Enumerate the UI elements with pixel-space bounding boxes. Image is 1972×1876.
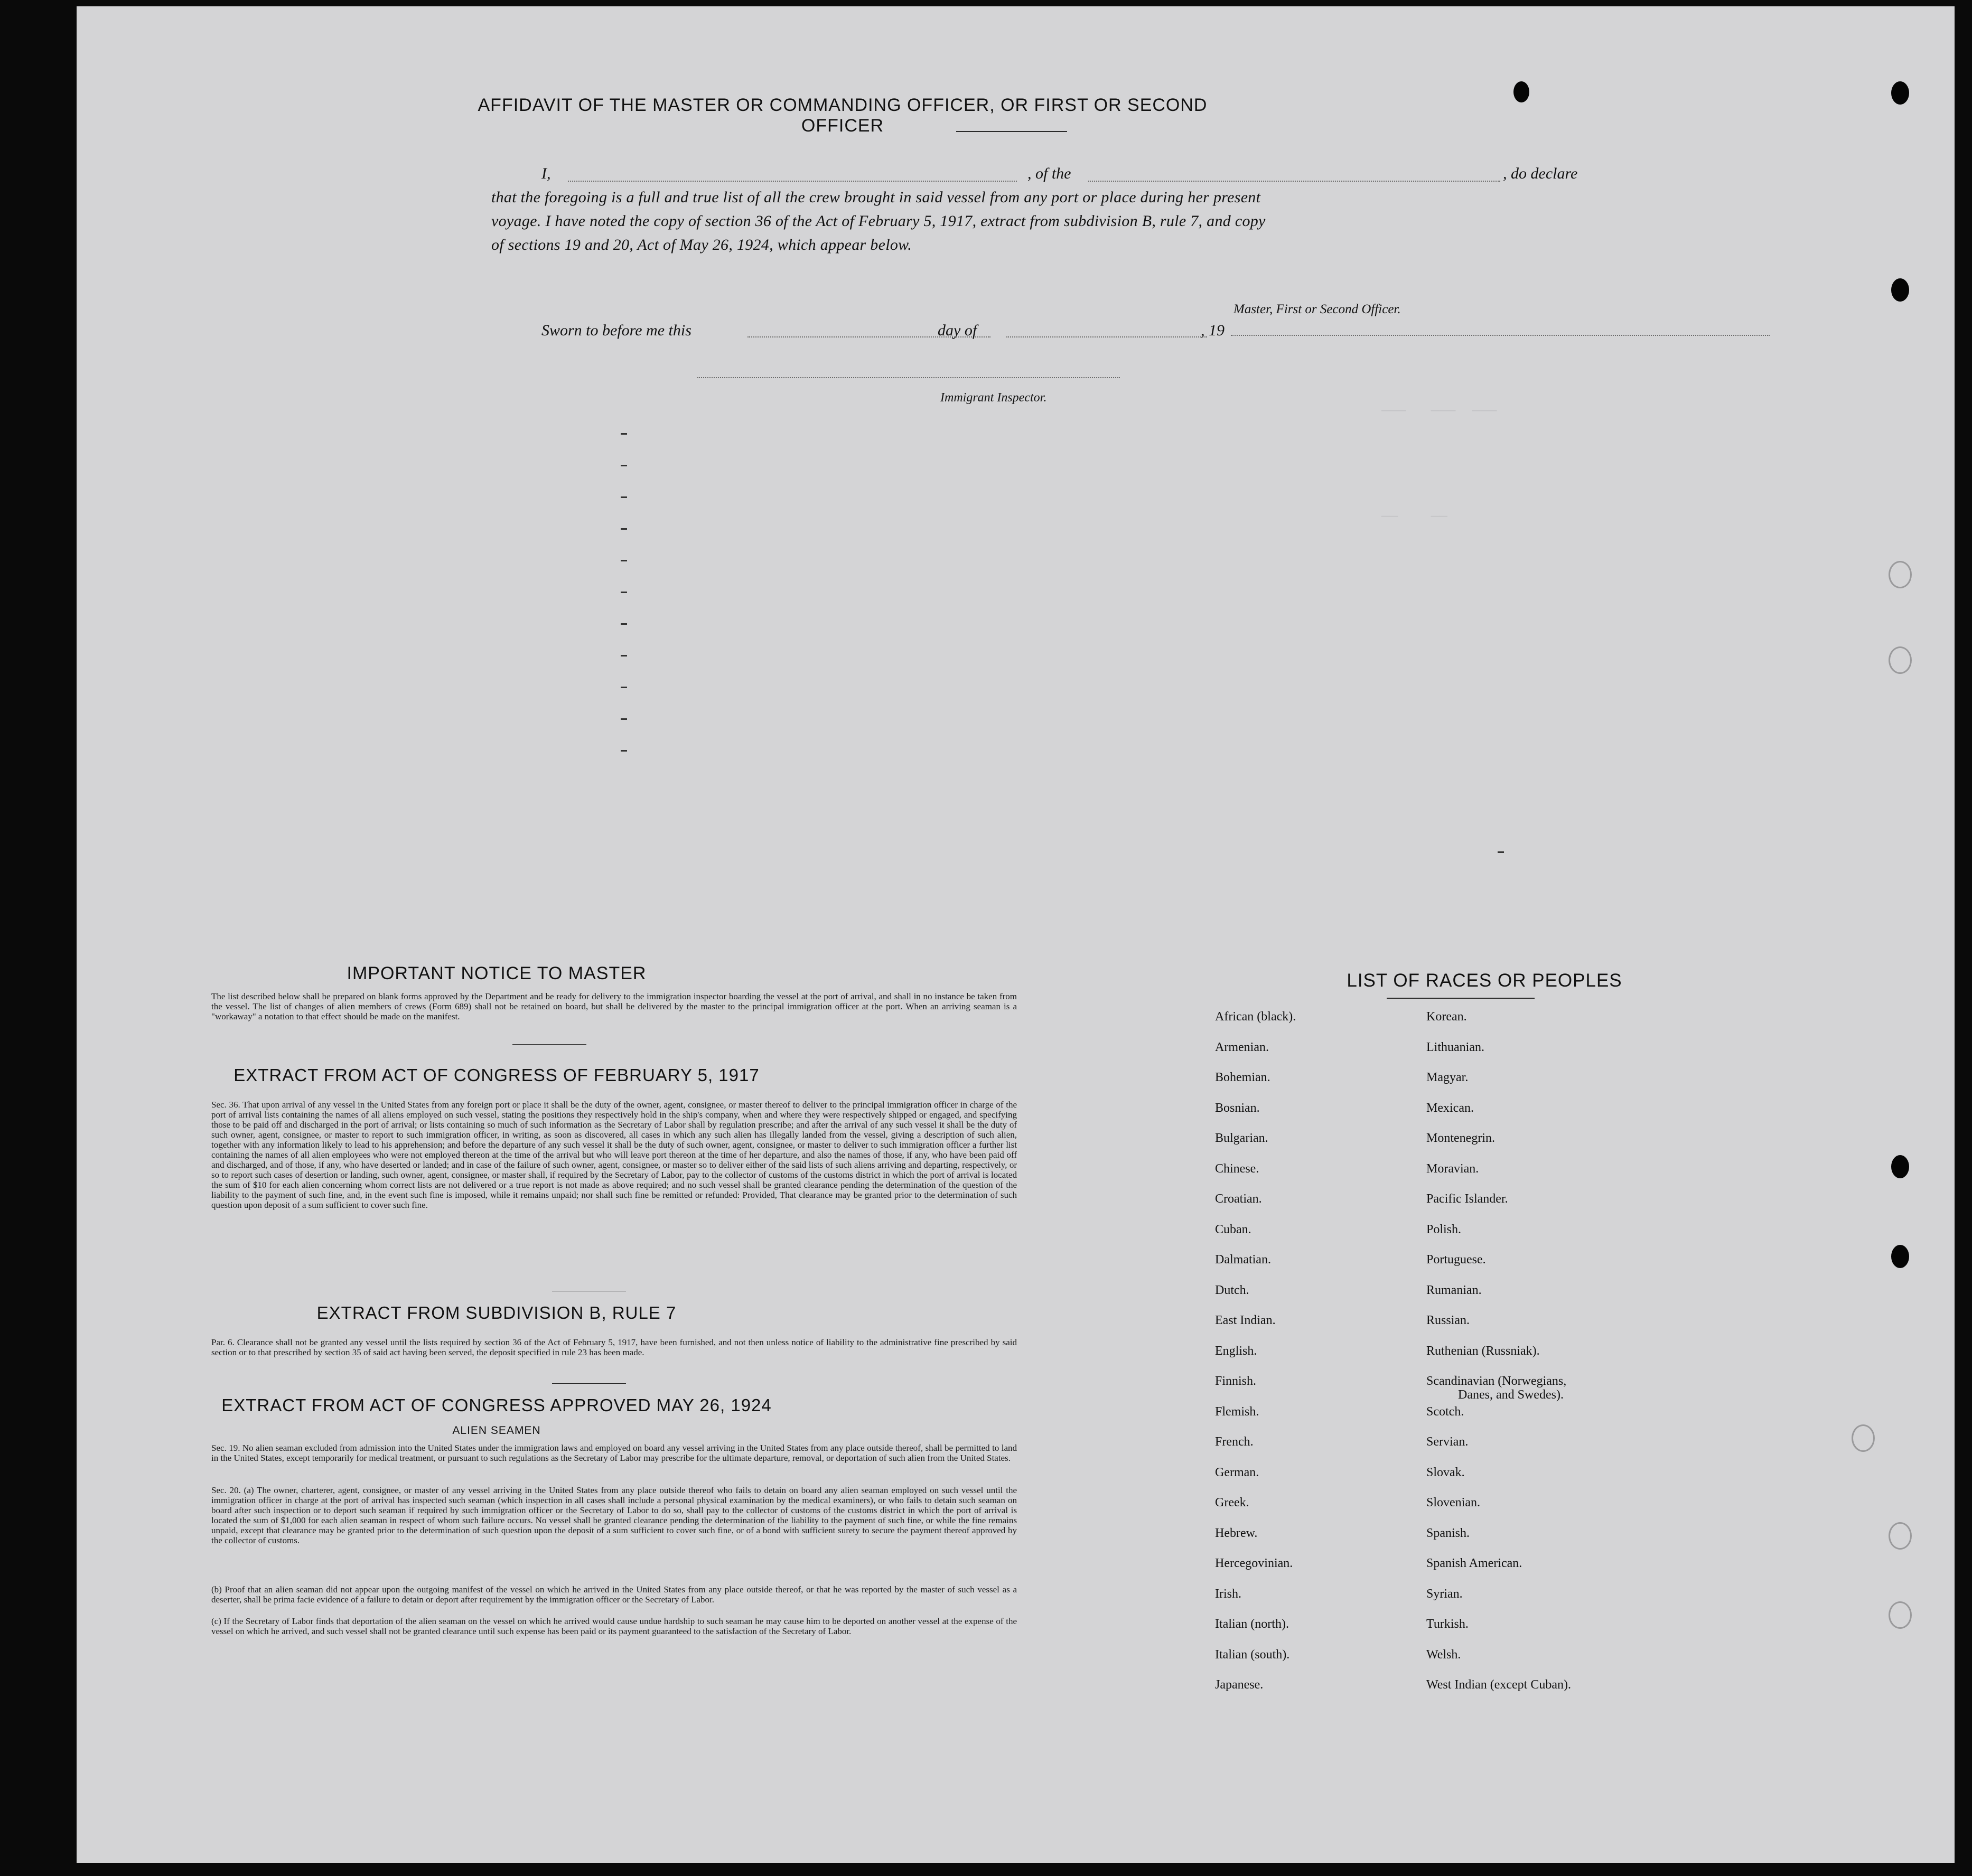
act-1924-sec20a: Sec. 20. (a) The owner, charterer, agent, consignee, or master of any vessel arriving in the United States from any place outside thereof who fails to detain on board any alien seaman employed on such vessel until the immigration officer in charge at the port of arrival has inspected such seaman (which inspection in all cases shall include a personal physical examination by the medical examiners), or who fails to detain such seaman on board after such inspection or to deport such seaman if required by such immigration officer or the Secretary of Labor to do so, shall pay to the collector of customs of the customs district in which the port of arrival is located the sum of $1,000 for each alien seaman in respect of whom such failure occurs. No vessel shall be granted clearance pending the determination of the liability to the payment of such fine, or while the fine remains unpaid, except that clearance may be granted prior to the determination of such question upon the deposit of a sum sufficient to cover such fine, or of a bond with sufficient surety to secure the payment thereof approved by the collector of customs. — [211, 1485, 1017, 1545]
races-right-column — [1426, 1010, 1571, 1709]
race-item: Cuban. — [1215, 1222, 1251, 1236]
dash-mark — [621, 560, 627, 561]
race-item: French. — [1215, 1435, 1254, 1449]
race-item: English. — [1215, 1344, 1257, 1358]
affidavit-line-3: voyage. I have noted the copy of section 36 of the Act of February 5, 1917, extract from subdivision B, rule 7, and copy — [491, 212, 1266, 230]
race-item: Portuguese. — [1426, 1253, 1486, 1267]
dash-mark — [621, 592, 627, 593]
act-1924-title: EXTRACT FROM ACT OF CONGRESS APPROVED MAY 26, 1924 — [221, 1395, 772, 1415]
race-item: Rumanian. — [1426, 1283, 1482, 1297]
race-item-continuation: Danes, and Swedes). — [1458, 1388, 1564, 1402]
subdiv-b-rule — [552, 1383, 626, 1384]
race-item: Slovenian. — [1426, 1496, 1480, 1509]
affidavit-line-2: that the foregoing is a full and true list of all the crew brought in said vessel from any port or place during her present — [491, 189, 1261, 206]
bleed-through-marks-2: —— —— — [1381, 508, 1447, 524]
race-item: Montenegrin. — [1426, 1131, 1495, 1145]
race-item: Polish. — [1426, 1222, 1462, 1236]
master-signature-blank[interactable] — [1231, 335, 1770, 336]
notice-title: IMPORTANT NOTICE TO MASTER — [347, 963, 647, 983]
affidavit-line-4: of sections 19 and 20, Act of May 26, 1924, which appear below. — [491, 236, 912, 254]
binder-hole-dark-3 — [1891, 1155, 1909, 1178]
document-sheet — [77, 6, 1955, 1863]
subdiv-b-body: Par. 6. Clearance shall not be granted any vessel until the lists required by section 36 of the Act of February 5, 1917, have been furnished, and not then unless notice of liability to the administrative fine prescribed by said section or to that prescribed by section 35 of said act having been served, the deposit specified in rule 23 has been made. — [211, 1337, 1017, 1357]
races-title: LIST OF RACES OR PEOPLES — [1347, 970, 1622, 991]
binder-hole-ring-5 — [1889, 1601, 1912, 1629]
race-item: Magyar. — [1426, 1071, 1469, 1084]
sworn-text: Sworn to before me this — [541, 322, 691, 339]
race-item: Bosnian. — [1215, 1101, 1260, 1115]
race-item: Japanese. — [1215, 1678, 1264, 1692]
dash-mark — [621, 433, 627, 435]
dash-mark — [621, 528, 627, 530]
race-item: Mexican. — [1426, 1101, 1474, 1115]
binder-hole-dark-2 — [1891, 278, 1909, 302]
year-text: , 19 — [1201, 322, 1225, 339]
binder-hole-ring-4 — [1889, 1522, 1912, 1550]
race-item: Ruthenian (Russniak). — [1426, 1344, 1540, 1358]
race-item: Korean. — [1426, 1010, 1467, 1024]
race-item: Hercegovinian. — [1215, 1556, 1293, 1570]
subdiv-b-title: EXTRACT FROM SUBDIVISION B, RULE 7 — [316, 1303, 677, 1322]
race-item: Russian. — [1426, 1314, 1470, 1327]
race-item: African (black). — [1215, 1010, 1296, 1024]
race-item: Dutch. — [1215, 1283, 1249, 1297]
race-item-scandinavian — [1426, 1374, 1571, 1405]
race-item: Turkish. — [1426, 1617, 1469, 1631]
race-item: Bulgarian. — [1215, 1131, 1268, 1145]
day-of-text: day of — [938, 322, 977, 339]
binder-hole-ring-1 — [1889, 561, 1912, 588]
races-left-column — [1215, 1010, 1296, 1709]
race-item: Slovak. — [1426, 1465, 1465, 1479]
bleed-through-marks: ——— ——— ——— — [1381, 402, 1497, 418]
affidavit-do-declare: , do declare — [1503, 165, 1578, 182]
act-1917-body: Sec. 36. That upon arrival of any vessel in the United States from any foreign port or place it shall be the duty of the owner, agent, consignee, or master thereof to deliver to the principal immigration officer in charge of the port of arrival lists containing the names of all aliens employed on such vessel, stating the positions they respectively hold in the ship's company, when and where they were respectively shipped or engaged, and specifying those to be paid off and discharged in the port of arrival; or lists containing so much of such information as the Secretary of Labor shall by regulation prescribe; and after the arrival of any such vessel it shall be the duty of such owner, agent, consignee, or master to report to such immigration officer, in writing, as soon as discovered, all cases in which any such alien has illegally landed from the vessel, giving a description of such alien, together with any information likely to lead to his apprehension; and before the departure of any such vessel it shall be the duty of such owner, agent, consignee, or master to deliver to such immigration officer a further list containing the names of all alien employees who were not employed thereon at the time of the arrival but who will leave port thereon at the time of her departure, and also the names of those, if any, who have been paid off and discharged, and of those, if any, who have deserted or landed; and in case of the failure of such owner, agent, consignee, or master so to deliver either of the said lists of such aliens arriving and departing, respectively, or so to report such cases of desertion or landing, such owner, agent, consignee, or master shall, if required by the Secretary of Labor, pay to the collector of customs of the customs district in which the port of arrival is located the sum of $10 for each alien concerning whom correct lists are not delivered or a true report is not made as above required; and no such vessel shall be granted clearance pending the determination of the question of the liability to the payment of such fine, and, in the event such fine is imposed, while it remains unpaid; nor shall such fine be remitted or refunded: Provided, That clearance may be granted prior to the determination of such question upon deposit of a sum sufficient to cover such fine. — [211, 1100, 1017, 1210]
dash-mark — [621, 687, 627, 688]
race-item: Bohemian. — [1215, 1071, 1270, 1084]
race-item: Moravian. — [1426, 1161, 1479, 1176]
binder-hole-ring-3 — [1852, 1424, 1875, 1452]
race-item: Servian. — [1426, 1435, 1469, 1449]
race-item: Scotch. — [1426, 1404, 1464, 1419]
race-item: Finnish. — [1215, 1374, 1257, 1388]
race-item: Armenian. — [1215, 1040, 1269, 1054]
race-item: Lithuanian. — [1426, 1040, 1484, 1054]
affidavit-i: I, — [541, 165, 551, 182]
race-item: German. — [1215, 1465, 1259, 1479]
race-item: Chinese. — [1215, 1161, 1259, 1176]
act-1924-sec19: Sec. 19. No alien seaman excluded from admission into the United States under the immigration laws and employed on board any vessel arriving in the United States from any place outside thereof, shall be permitted to land in the United States, except temporarily for medical treatment, or pursuant to such regulations as the Secretary of Labor may prescribe for the ultimate departure, removal, or deportation of such alien from the United States. — [211, 1443, 1017, 1463]
race-item: Spanish American. — [1426, 1556, 1522, 1570]
binder-hole-dark-1 — [1891, 81, 1909, 105]
race-item: Scandinavian (Norwegians, — [1426, 1374, 1567, 1388]
dash-mark — [621, 623, 627, 625]
notice-rule — [512, 1044, 586, 1045]
race-item: Flemish. — [1215, 1404, 1259, 1419]
race-item: Croatian. — [1215, 1192, 1262, 1206]
affidavit-of-the: , of the — [1027, 165, 1071, 182]
dash-mark — [621, 655, 627, 656]
dash-mark — [621, 465, 627, 466]
notice-body: The list described below shall be prepared on blank forms approved by the Department and be ready for delivery to the immigration inspector boarding the vessel at the port of arrival, and shall in no instance be taken from the vessel. The list of changes of alien members of crews (Form 689) shall not be retained on board, but shall be delivered by the master to the principal immigration officer at the port. When an arriving seaman is a "workaway" a notation to that effect should be made on the manifest. — [211, 991, 1017, 1021]
act-1917-title: EXTRACT FROM ACT OF CONGRESS OF FEBRUARY 5, 1917 — [233, 1065, 760, 1085]
races-title-underline — [1387, 998, 1535, 999]
race-item: Pacific Islander. — [1426, 1192, 1508, 1206]
master-signature-label: Master, First or Second Officer. — [1233, 302, 1401, 316]
race-item: Syrian. — [1426, 1587, 1463, 1601]
race-item: East Indian. — [1215, 1314, 1276, 1327]
month-blank[interactable] — [1006, 336, 1207, 337]
race-item: Dalmatian. — [1215, 1253, 1271, 1267]
dash-mark — [621, 750, 627, 752]
dash-mark — [621, 718, 627, 720]
name-blank[interactable] — [568, 181, 1017, 182]
race-item: Hebrew. — [1215, 1526, 1258, 1540]
inspector-label: Immigrant Inspector. — [940, 391, 1047, 405]
race-item: West Indian (except Cuban). — [1426, 1678, 1571, 1692]
binder-hole-ring-2 — [1889, 646, 1912, 674]
act-1924-sec20c: (c) If the Secretary of Labor finds that deportation of the alien seaman on the vessel on which he arrived would cause undue hardship to such seaman he may cause him to be deported on another vessel at the expense of the vessel on which he arrived, and such vessel shall not be granted clearance until such expense has been paid or its payment guaranteed to the satisfaction of the Secretary of Labor. — [211, 1616, 1017, 1636]
race-item: Irish. — [1215, 1587, 1241, 1601]
act-1924-sec20b: (b) Proof that an alien seaman did not appear upon the outgoing manifest of the vessel on which he arrived in the United States from any place outside thereof, or that he was reported by the master of such vessel as a deserter, shall be prima facie evidence of a failure to detain or deport after requirement by the immigration officer or the Secretary of Labor. — [211, 1584, 1017, 1605]
affidavit-title: AFFIDAVIT OF THE MASTER OR COMMANDING OFFICER, OR FIRST OR SECOND OFFICER — [478, 95, 1208, 136]
dash-mark — [621, 496, 627, 498]
act-1924-subtitle: ALIEN SEAMEN — [452, 1424, 541, 1437]
race-item: Spanish. — [1426, 1526, 1470, 1540]
binder-hole-dark-4 — [1891, 1245, 1909, 1268]
race-item: Italian (north). — [1215, 1617, 1289, 1631]
punch-mark-top — [1513, 81, 1529, 102]
race-item: Greek. — [1215, 1496, 1249, 1509]
vessel-blank[interactable] — [1088, 181, 1500, 182]
inspector-signature-blank[interactable] — [697, 377, 1120, 378]
race-item: Italian (south). — [1215, 1647, 1290, 1662]
affidavit-title-rule — [956, 131, 1067, 132]
race-item: Welsh. — [1426, 1647, 1461, 1662]
dash-mark — [1498, 851, 1504, 853]
